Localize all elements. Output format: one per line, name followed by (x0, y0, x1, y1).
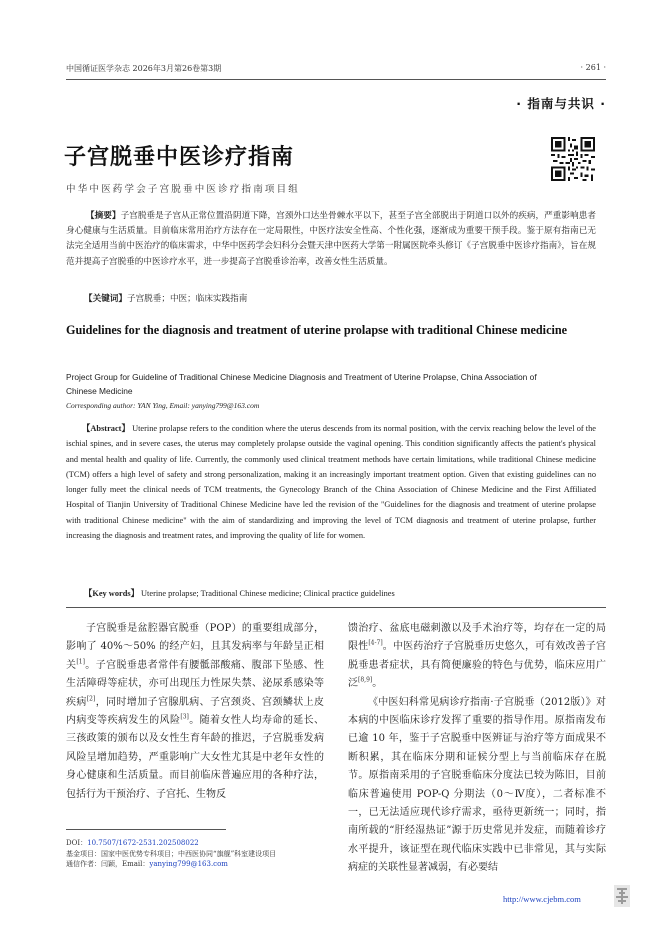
qr-code-icon (551, 137, 595, 181)
body-text: 。 (372, 678, 383, 690)
body-paragraph (66, 620, 324, 804)
corner-seal-icon (614, 885, 630, 907)
abstract-cn-tag: 【摘要】 (86, 211, 121, 221)
corresponding-label: 通信作者：闫颖，Email： (66, 860, 150, 868)
citation[interactable]: [8,9] (358, 676, 373, 684)
corresponding-author-en: Corresponding author: YAN Ying, Email: yanying799@163.com (66, 401, 260, 410)
email-link[interactable]: yanying799@163.com (149, 860, 228, 868)
header-divider (66, 79, 606, 80)
abstract-en-text: Uterine prolapse refers to the condition where the uterus descends from its normal position, with the cervix reaching below the level of the ischial spines, and in severe cases, the uterus may completely prolapse outside the vaginal opening. This condition significantly affects the patient's physical and mental health and quality of life. Currently, the commonly used clinical treatment methods have certain limitations, while traditional Chinese medicine (TCM) offers a high level of safety and strong personalization, making it an increasingly important treatment option. Given that existing guidelines can no longer fully meet the clinical needs of TCM treatments, the Gynecology Branch of the China Association of Chinese Medicine and the First Affiliated Hospital of Tianjin University of Traditional Chinese Medicine have led the revision of the "Guidelines for the diagnosis and treatment of uterine prolapse with traditional Chinese medicine" with the aim of standardizing and improving the level of TCM diagnosis and treatment of uterine prolapse, further increasing the diagnosis and treatment rates, and improving the quality of life for women. (66, 424, 596, 541)
body-column-left (66, 620, 324, 804)
keywords-cn-text: 子宫脱垂；中医；临床实践指南 (126, 294, 248, 304)
body-paragraph: 《中医妇科常见病诊疗指南·子宫脱垂（2012版）》对本病的中医临床诊疗发挥了重要的指导作用。原指南发布已逾 10 年，鉴于子宫脱垂中医辨证与治疗等方面成果不断积累，其在临床分期和证候分型上与当前临床存在脱节。原指南采用的子宫脱垂临床分度法已较为陈旧，目前临床普遍使用 POP-Q 分期法（0～Ⅳ度），二者标准不一，已无法适应现代诊疗需求，亟待更新统一；同时，指南所载的“肝经湿热证”源于历史常见并发症，而随着诊疗水平提升，该证型在现代临床实践中已非常见，其与实际病症的关联性显著减弱，有必要结 (348, 696, 606, 874)
section-label: · 指南与共识 · (516, 96, 606, 111)
keywords-cn-tag: 【关键词】 (84, 294, 127, 304)
abstract-cn-text: 子宫脱垂是子宫从正常位置沿阴道下降，宫颈外口达坐骨棘水平以下，甚至子宫全部脱出于阴道口以外的疾病，严重影响患者身心健康与生活质量。目前临床常用治疗方法存在一定局限性，中医疗法安全性高、个性化强，逐渐成为重要干预手段。鉴于原有指南已无法完全适用当前中医治疗的临床需求，中华中医药学会妇科分会暨天津中医药大学第一附属医院牵头修订《子宫脱垂中医诊疗指南》，旨在规范并提高子宫脱垂的中医诊疗水平，进一步提高子宫脱垂诊治率，改善女性生活质量。 (66, 211, 596, 267)
author-group-en: Project Group for Guideline of Traditional Chinese Medicine Diagnosis and Treatment of Uterine Prolapse, China Association of Chinese Medicine (66, 372, 537, 396)
citation[interactable]: [4-7] (368, 640, 383, 648)
citation[interactable]: [1] (76, 658, 85, 666)
footnote-divider (66, 829, 226, 830)
corresponding-line (66, 859, 324, 870)
body-paragraph (348, 620, 606, 694)
doi-label: DOI： (66, 839, 88, 847)
abstract-divider (66, 607, 606, 608)
keywords-en (84, 587, 395, 599)
journal-issue: 中国循证医学杂志 2026年3月第26卷第3期 (66, 64, 222, 73)
funding-line: 基金项目：国家中医优势专科项目；中西医协同“旗舰”科室建设项目 (66, 849, 277, 858)
abstract-cn (66, 209, 596, 270)
keywords-en-tag: 【Key words】 (84, 589, 139, 598)
body-text: 。子宫脱垂患者常伴有腰骶部酸痛、腹部下坠感、性生活障碍等症状，亦可出现压力性尿失禁、泌尿系感染等疾病 (66, 659, 325, 708)
page-number: · 261 · (580, 63, 606, 72)
article-title-en: Guidelines for the diagnosis and treatment of uterine prolapse with traditional Chinese medicine (66, 323, 568, 337)
doi-link[interactable]: 10.7507/1672-2531.202508022 (87, 839, 199, 847)
body-text: 馈治疗、盆底电磁刺激以及手术治疗等，均存在一定的局限性 (348, 623, 606, 653)
keywords-en-text: Uterine prolapse; Traditional Chinese medicine; Clinical practice guidelines (141, 589, 395, 598)
body-text: 。中医药治疗子宫脱垂历史悠久，可有效改善子宫脱垂患者症状，具有简便廉验的特色与优势，临床应用广泛 (348, 641, 607, 690)
keywords-cn (84, 292, 247, 304)
doi-line (66, 838, 324, 849)
author-group-cn: 中华中医药学会子宫脱垂中医诊疗指南项目组 (66, 184, 301, 195)
citation[interactable]: [2] (86, 695, 96, 703)
citation[interactable]: [3] (180, 713, 189, 721)
body-column-right (348, 620, 606, 878)
abstract-en (66, 421, 596, 543)
body-text: ，同时增加子宫腺肌病、子宫颈炎、宫颈鳞状上皮内病变等疾病发生的风险 (66, 696, 325, 727)
body-text: 。随着女性人均寿命的延长、三孩政策的颁布以及女性生育年龄的推迟，子宫脱垂发病风险呈增加趋势，严重影响广大女性尤其是中老年女性的身心健康和生活质量。而目前临床普遍应用的各种疗法，包括行为干预治疗、子宫托、生物反 (66, 715, 325, 800)
article-title-cn: 子宫脱垂中医诊疗指南 (64, 145, 295, 170)
footnotes (66, 838, 324, 870)
journal-url-link[interactable]: http://www.cjebm.com (503, 894, 581, 904)
body-text: 子宫脱垂是盆腔器官脱垂（POP）的重要组成部分，影响了 40%～50% 的经产妇，且其发病率与年龄呈正相关 (66, 623, 324, 671)
running-head (66, 63, 606, 77)
abstract-en-tag: 【Abstract】 (82, 424, 130, 433)
